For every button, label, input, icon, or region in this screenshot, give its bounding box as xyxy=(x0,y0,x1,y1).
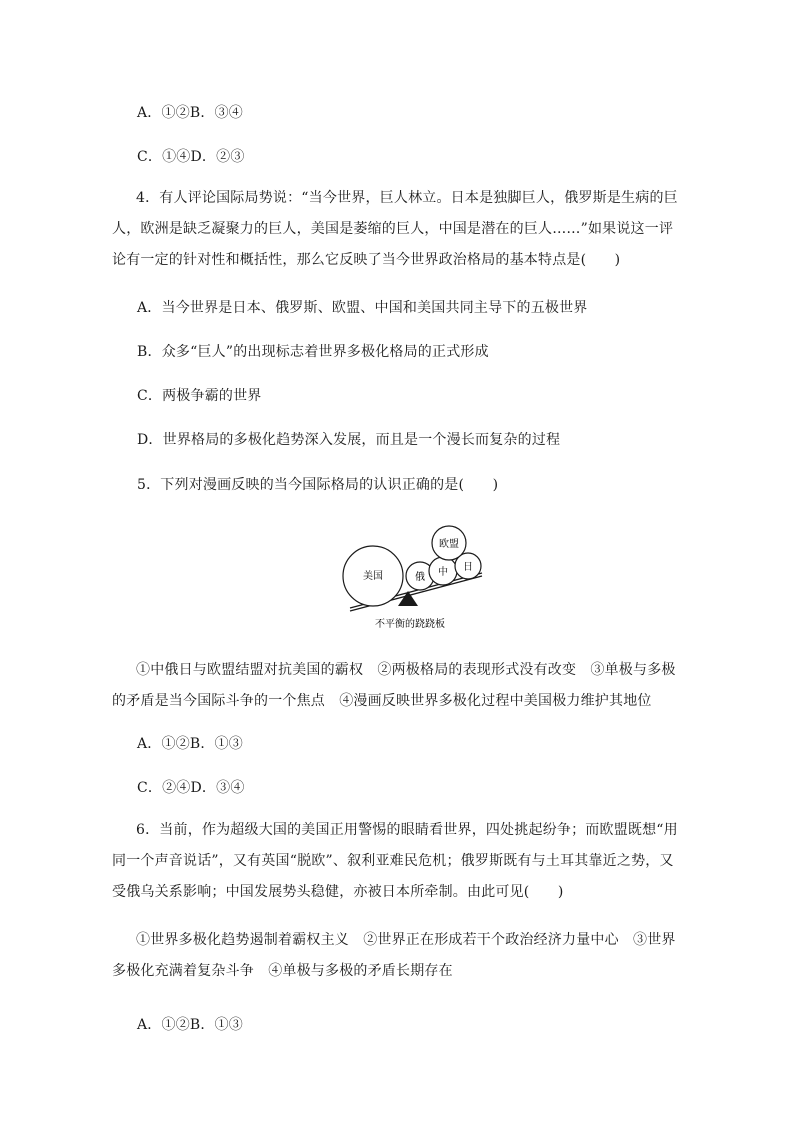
q5-statements-text: ①中俄日与欧盟结盟对抗美国的霸权 ②两极格局的表现形式没有改变 ③单极与多极的矛盾是当今国际斗争的一个焦点 ④漫画反映世界多极化过程中美国极力维护其地位 xyxy=(112,662,676,709)
label-ru: 俄 xyxy=(415,572,425,583)
q4-stem-text: 4．有人评论国际局势说：“当今世界，巨人林立。日本是独脚巨人，俄罗斯是生病的巨人，欧洲是缺乏凝聚力的巨人，美国是萎缩的巨人，中国是潜在的巨人……”如果说这一评论有一定的针对性和概括性，那么它反映了当今世界政治格局的基本特点是( ) xyxy=(112,190,678,268)
q6-statements xyxy=(112,925,684,987)
label-jp: 日 xyxy=(463,562,473,573)
q6-statements-text: ①世界多极化趋势遏制着霸权主义 ②世界正在形成若干个政治经济力量中心 ③世界多极化充满着复杂斗争 ④单极与多极的矛盾长期存在 xyxy=(112,932,676,979)
q5-statements xyxy=(112,655,684,717)
q4-stem xyxy=(112,183,684,276)
q5-option-line-1: A．①②B．①③ xyxy=(137,736,243,752)
q4-option-a: A．当今世界是日本、俄罗斯、欧盟、中国和美国共同主导下的五极世界 xyxy=(137,300,588,316)
label-cn: 中 xyxy=(438,567,448,578)
q6-stem-text: 6．当前，作为超级大国的美国正用警惕的眼睛看世界，四处挑起纷争；而欧盟既想“用同一个声音说话”，又有英国“脱欧”、叙利亚难民危机；俄罗斯既有与土耳其靠近之势，又受俄乌关系影响；中国发展势头稳健，亦被日本所牵制。由此可见( ) xyxy=(112,822,678,900)
q5-option-line-2: C．②④D．③④ xyxy=(137,780,245,796)
label-us: 美国 xyxy=(363,571,383,582)
q4-option-c: C．两极争霸的世界 xyxy=(137,388,262,404)
q3-option-line-1: A．①②B．③④ xyxy=(137,105,243,121)
q4-option-b: B．众多“巨人”的出现标志着世界多极化格局的正式形成 xyxy=(137,344,489,360)
q4-option-d: D．世界格局的多极化趋势深入发展，而且是一个漫长而复杂的过程 xyxy=(137,432,561,448)
q6-option-line-1: A．①②B．①③ xyxy=(137,1017,243,1033)
q6-stem xyxy=(112,815,684,908)
q3-option-line-2: C．①④D．②③ xyxy=(137,149,245,165)
seesaw-cartoon xyxy=(330,524,490,634)
cartoon-caption: 不平衡的跷跷板 xyxy=(375,619,445,630)
q5-stem: 5．下列对漫画反映的当今国际格局的认识正确的是( ) xyxy=(137,477,499,493)
label-eu: 欧盟 xyxy=(439,539,459,550)
